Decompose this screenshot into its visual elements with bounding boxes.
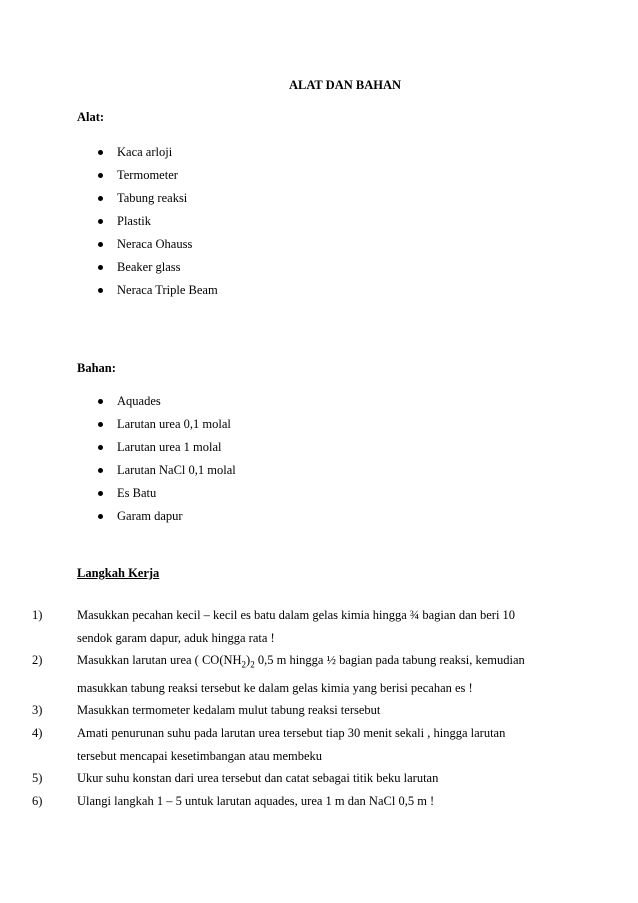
bullet-icon	[98, 445, 103, 450]
list-item: Es Batu	[97, 482, 236, 505]
step-number: 5)	[32, 771, 43, 786]
step-text-line: Masukkan larutan urea ( $CO(NH_2)_2$ 0,5 m hingga ½ bagian pada tabung reaksi, kemudian	[77, 653, 525, 670]
list-item: Aquades	[97, 390, 236, 413]
bahan-heading: Bahan:	[77, 361, 116, 375]
list-item: Neraca Triple Beam	[97, 279, 218, 302]
langkah-heading: Langkah Kerja	[77, 566, 160, 580]
step-number: 2)	[32, 653, 43, 668]
bullet-icon	[98, 514, 103, 519]
list-item: Larutan NaCl 0,1 molal	[97, 459, 236, 482]
step-item	[32, 649, 602, 699]
page-title: ALAT DAN BAHAN	[288, 78, 402, 92]
alat-heading: Alat:	[77, 110, 105, 124]
step-text-line: tersebut mencapai kesetimbangan atau membeku	[77, 748, 323, 763]
step-text-line: Amati penurunan suhu pada larutan urea tersebut tiap 30 menit sekali , hingga larutan	[77, 726, 506, 741]
bullet-icon	[98, 150, 103, 155]
bullet-icon	[98, 491, 103, 496]
list-item: Neraca Ohauss	[97, 233, 218, 256]
bullet-icon	[98, 242, 103, 247]
bullet-icon	[98, 288, 103, 293]
alat-list	[97, 141, 218, 302]
list-item: Termometer	[97, 164, 218, 187]
list-item: Tabung reaksi	[97, 187, 218, 210]
step-text-line: Ukur suhu konstan dari urea tersebut dan catat sebagai titik beku larutan	[77, 771, 439, 786]
list-item: Larutan urea 0,1 molal	[97, 413, 236, 436]
step-number: 6)	[32, 794, 43, 809]
step-text-line: Masukkan termometer kedalam mulut tabung reaksi tersebut	[77, 703, 381, 718]
step-number: 4)	[32, 726, 43, 741]
step-item	[32, 790, 602, 813]
list-item: Garam dapur	[97, 505, 236, 528]
list-item: Beaker glass	[97, 256, 218, 279]
bullet-icon	[98, 399, 103, 404]
step-text-line: masukkan tabung reaksi tersebut ke dalam gelas kimia yang berisi pecahan es !	[77, 680, 473, 695]
list-item: Larutan urea 1 molal	[97, 436, 236, 459]
bullet-icon	[98, 219, 103, 224]
step-number: 1)	[32, 608, 43, 622]
bullet-icon	[98, 173, 103, 178]
bahan-list	[97, 390, 236, 528]
bullet-icon	[98, 196, 103, 201]
step-text-line: Ulangi langkah 1 – 5 untuk larutan aquades, urea 1 m dan NaCl 0,5 m !	[77, 794, 435, 809]
step-text-line: Masukkan pecahan kecil – kecil es batu dalam gelas kimia hingga ¾ bagian dan beri 10	[77, 608, 516, 622]
step-item	[32, 767, 602, 790]
step-number: 3)	[32, 703, 43, 718]
langkah-list	[32, 604, 602, 813]
bullet-icon	[98, 468, 103, 473]
step-item	[32, 722, 602, 767]
step-item	[32, 604, 602, 649]
list-item: Kaca arloji	[97, 141, 218, 164]
step-item	[32, 699, 602, 722]
bullet-icon	[98, 422, 103, 427]
step-text-line: sendok garam dapur, aduk hingga rata !	[77, 630, 275, 645]
bullet-icon	[98, 265, 103, 270]
list-item: Plastik	[97, 210, 218, 233]
